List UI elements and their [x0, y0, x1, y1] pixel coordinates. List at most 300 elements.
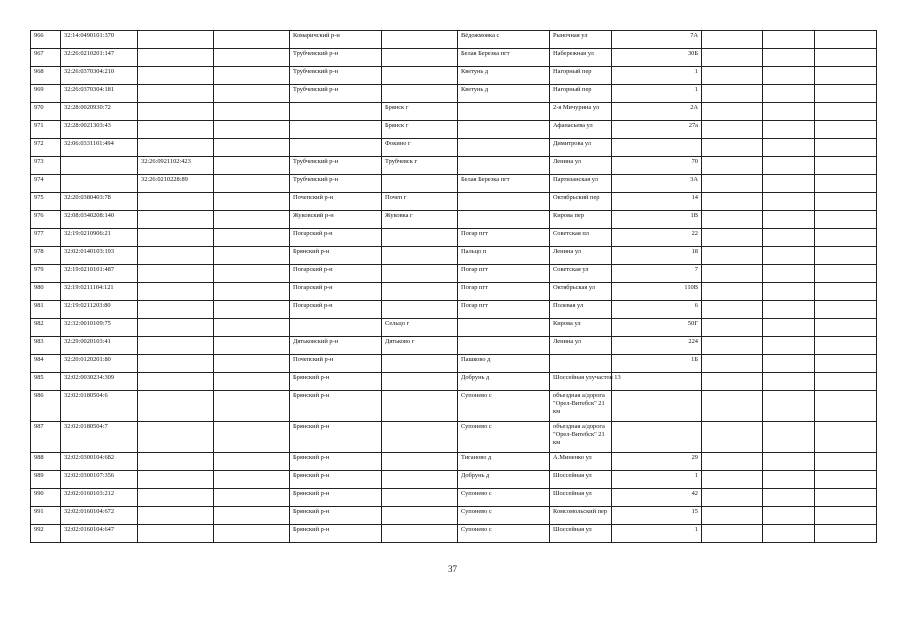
empty-cell — [214, 283, 290, 301]
city-cell: Брянск г — [382, 121, 458, 139]
settlement-cell: Супонево с — [458, 422, 550, 453]
empty-cell — [763, 319, 815, 337]
empty-cell — [702, 175, 763, 193]
cadastral-number-alt-cell — [138, 121, 214, 139]
house-cell: 18 — [612, 247, 702, 265]
empty-cell — [815, 175, 877, 193]
house-cell: 2А — [612, 103, 702, 121]
empty-cell — [702, 193, 763, 211]
street-cell: Полевая ул — [550, 301, 612, 319]
house-cell: 30Б — [612, 49, 702, 67]
cadastral-number-cell — [61, 157, 138, 175]
city-cell — [382, 283, 458, 301]
empty-cell — [214, 391, 290, 422]
settlement-cell: Кветунь д — [458, 85, 550, 103]
settlement-cell: Пашково д — [458, 355, 550, 373]
settlement-cell: Белая Березка пгт — [458, 175, 550, 193]
row-number-cell: 992 — [31, 525, 61, 543]
table-row — [31, 103, 877, 121]
empty-cell — [702, 283, 763, 301]
city-cell — [382, 391, 458, 422]
table-row — [31, 67, 877, 85]
street-cell: Афанасьева ул — [550, 121, 612, 139]
cadastral-number-cell: 32:32:0010109:75 — [61, 319, 138, 337]
empty-cell — [763, 265, 815, 283]
city-cell — [382, 489, 458, 507]
table-row — [31, 373, 877, 391]
empty-cell — [815, 193, 877, 211]
settlement-cell — [458, 193, 550, 211]
cadastral-number-alt-cell: 32:26:0210228:89 — [138, 175, 214, 193]
page-number: 37 — [448, 564, 457, 574]
settlement-cell: Погар пгт — [458, 265, 550, 283]
district-cell: Трубчевский р-н — [290, 85, 382, 103]
empty-cell — [815, 471, 877, 489]
cadastral-number-alt-cell — [138, 453, 214, 471]
empty-cell — [815, 157, 877, 175]
empty-cell — [702, 507, 763, 525]
street-cell: объездная а/дорога "Орел-Витебск" 21 км — [550, 422, 612, 453]
row-number-cell: 973 — [31, 157, 61, 175]
empty-cell — [214, 355, 290, 373]
cadastral-number-cell: 32:02:0030234:309 — [61, 373, 138, 391]
settlement-cell: Супонево с — [458, 525, 550, 543]
empty-cell — [702, 67, 763, 85]
district-cell: Погарский р-н — [290, 283, 382, 301]
row-number-cell: 986 — [31, 391, 61, 422]
settlement-cell — [458, 319, 550, 337]
district-cell: Трубчевский р-н — [290, 49, 382, 67]
street-cell: Шоссейная ул — [550, 525, 612, 543]
table-row — [31, 211, 877, 229]
row-number-cell: 987 — [31, 422, 61, 453]
table-row — [31, 355, 877, 373]
street-cell: Советская ул — [550, 265, 612, 283]
settlement-cell: Кветунь д — [458, 67, 550, 85]
empty-cell — [702, 139, 763, 157]
empty-cell — [702, 355, 763, 373]
empty-cell — [702, 525, 763, 543]
district-cell: Жуковский р-н — [290, 211, 382, 229]
empty-cell — [214, 211, 290, 229]
empty-cell — [702, 489, 763, 507]
empty-cell — [214, 319, 290, 337]
settlement-cell — [458, 211, 550, 229]
empty-cell — [815, 507, 877, 525]
registry-body — [31, 31, 877, 543]
street-cell: Советская пл — [550, 229, 612, 247]
house-cell: 224 — [612, 337, 702, 355]
city-cell — [382, 67, 458, 85]
settlement-cell: Тиганово д — [458, 453, 550, 471]
district-cell — [290, 121, 382, 139]
empty-cell — [214, 489, 290, 507]
street-cell: Кирова пер — [550, 211, 612, 229]
cadastral-number-cell: 32:02:0160104:647 — [61, 525, 138, 543]
empty-cell — [815, 283, 877, 301]
cadastral-number-alt-cell — [138, 355, 214, 373]
settlement-cell — [458, 121, 550, 139]
city-cell — [382, 373, 458, 391]
empty-cell — [815, 301, 877, 319]
table-row — [31, 31, 877, 49]
district-cell: Брянский р-н — [290, 471, 382, 489]
settlement-cell: Погар пгт — [458, 301, 550, 319]
house-cell: 27а — [612, 121, 702, 139]
empty-cell — [763, 211, 815, 229]
street-cell: Ленина ул — [550, 337, 612, 355]
empty-cell — [702, 247, 763, 265]
empty-cell — [214, 247, 290, 265]
street-cell: Рыночная ул — [550, 31, 612, 49]
empty-cell — [763, 175, 815, 193]
empty-cell — [214, 49, 290, 67]
empty-cell — [815, 139, 877, 157]
cadastral-number-alt-cell — [138, 229, 214, 247]
cadastral-number-cell: 32:20:0120201:80 — [61, 355, 138, 373]
empty-cell — [214, 525, 290, 543]
table-row — [31, 489, 877, 507]
house-cell: 29 — [612, 453, 702, 471]
empty-cell — [763, 67, 815, 85]
table-row — [31, 229, 877, 247]
cadastral-number-alt-cell — [138, 193, 214, 211]
cadastral-number-alt-cell — [138, 31, 214, 49]
row-number-cell: 971 — [31, 121, 61, 139]
street-cell — [550, 355, 612, 373]
empty-cell — [702, 157, 763, 175]
street-cell: объездная а/дорога "Орел-Витебск" 21 км — [550, 391, 612, 422]
empty-cell — [702, 265, 763, 283]
cadastral-number-cell: 32:19:0211203:80 — [61, 301, 138, 319]
house-cell: 14 — [612, 193, 702, 211]
empty-cell — [214, 67, 290, 85]
table-row — [31, 471, 877, 489]
settlement-cell: Супонево с — [458, 391, 550, 422]
row-number-cell: 972 — [31, 139, 61, 157]
cadastral-number-cell: 32:02:0300107:356 — [61, 471, 138, 489]
registry-table — [30, 30, 877, 543]
city-cell — [382, 175, 458, 193]
house-cell: 3А — [612, 175, 702, 193]
cadastral-number-alt-cell — [138, 283, 214, 301]
district-cell: Погарский р-н — [290, 301, 382, 319]
city-cell: Брянск г — [382, 103, 458, 121]
street-cell: Октябрьская ул — [550, 283, 612, 301]
house-cell: 110В — [612, 283, 702, 301]
empty-cell — [763, 283, 815, 301]
cadastral-number-cell: 32:28:0020930:72 — [61, 103, 138, 121]
table-row — [31, 175, 877, 193]
empty-cell — [815, 422, 877, 453]
empty-cell — [214, 157, 290, 175]
cadastral-number-alt-cell — [138, 265, 214, 283]
cadastral-number-alt-cell — [138, 489, 214, 507]
cadastral-number-alt-cell — [138, 471, 214, 489]
empty-cell — [214, 301, 290, 319]
empty-cell — [702, 85, 763, 103]
street-cell: Нагорный пер — [550, 67, 612, 85]
empty-cell — [763, 373, 815, 391]
settlement-cell: Добрунь д — [458, 471, 550, 489]
house-cell: 6 — [612, 301, 702, 319]
city-cell — [382, 31, 458, 49]
cadastral-number-cell — [61, 175, 138, 193]
table-row — [31, 85, 877, 103]
city-cell — [382, 422, 458, 453]
empty-cell — [214, 31, 290, 49]
empty-cell — [702, 121, 763, 139]
cadastral-number-cell: 32:14:0490101:370 — [61, 31, 138, 49]
empty-cell — [214, 229, 290, 247]
district-cell: Брянский р-н — [290, 453, 382, 471]
house-cell: 1В — [612, 211, 702, 229]
district-cell: Погарский р-н — [290, 229, 382, 247]
house-cell — [612, 139, 702, 157]
district-cell: Брянский р-н — [290, 507, 382, 525]
district-cell: Дятьковский р-н — [290, 337, 382, 355]
empty-cell — [214, 139, 290, 157]
row-number-cell: 991 — [31, 507, 61, 525]
empty-cell — [763, 31, 815, 49]
cadastral-number-cell: 32:26:0210201:147 — [61, 49, 138, 67]
cadastral-number-alt-cell — [138, 337, 214, 355]
house-cell: 1 — [612, 67, 702, 85]
empty-cell — [815, 453, 877, 471]
settlement-cell: Супонево с — [458, 507, 550, 525]
house-cell: 42 — [612, 489, 702, 507]
street-cell: Кирова ул — [550, 319, 612, 337]
street-cell: Шоссейная улучастов 13 — [550, 373, 612, 391]
row-number-cell: 970 — [31, 103, 61, 121]
settlement-cell — [458, 139, 550, 157]
district-cell: Трубчевский р-н — [290, 67, 382, 85]
table-row — [31, 319, 877, 337]
table-row — [31, 301, 877, 319]
cadastral-number-cell: 32:26:0370304:181 — [61, 85, 138, 103]
empty-cell — [763, 121, 815, 139]
cadastral-number-alt-cell — [138, 373, 214, 391]
empty-cell — [815, 391, 877, 422]
empty-cell — [214, 103, 290, 121]
empty-cell — [702, 422, 763, 453]
table-row — [31, 157, 877, 175]
cadastral-number-cell: 32:19:0210101:487 — [61, 265, 138, 283]
city-cell — [382, 525, 458, 543]
empty-cell — [763, 422, 815, 453]
empty-cell — [214, 453, 290, 471]
settlement-cell: Пальцо п — [458, 247, 550, 265]
empty-cell — [763, 525, 815, 543]
city-cell: Фокино г — [382, 139, 458, 157]
row-number-cell: 975 — [31, 193, 61, 211]
table-row — [31, 247, 877, 265]
row-number-cell: 981 — [31, 301, 61, 319]
street-cell: Октябрьский пер — [550, 193, 612, 211]
cadastral-number-cell: 32:26:0370304:210 — [61, 67, 138, 85]
row-number-cell: 980 — [31, 283, 61, 301]
city-cell: Жуковка г — [382, 211, 458, 229]
district-cell: Комаричский р-н — [290, 31, 382, 49]
empty-cell — [214, 193, 290, 211]
street-cell: А.Миненко ул — [550, 453, 612, 471]
cadastral-number-alt-cell — [138, 247, 214, 265]
empty-cell — [763, 471, 815, 489]
empty-cell — [763, 507, 815, 525]
row-number-cell: 983 — [31, 337, 61, 355]
city-cell: Сельцо г — [382, 319, 458, 337]
empty-cell — [815, 31, 877, 49]
city-cell — [382, 507, 458, 525]
empty-cell — [815, 103, 877, 121]
row-number-cell: 967 — [31, 49, 61, 67]
empty-cell — [763, 337, 815, 355]
empty-cell — [763, 355, 815, 373]
empty-cell — [815, 265, 877, 283]
registry-sheet — [30, 30, 876, 543]
empty-cell — [702, 319, 763, 337]
house-cell: 15 — [612, 507, 702, 525]
city-cell — [382, 229, 458, 247]
street-cell: Набережная ул — [550, 49, 612, 67]
empty-cell — [214, 471, 290, 489]
cadastral-number-cell: 32:06:0331101:494 — [61, 139, 138, 157]
cadastral-number-alt-cell — [138, 49, 214, 67]
settlement-cell — [458, 337, 550, 355]
empty-cell — [214, 337, 290, 355]
street-cell: Шоссейная ул — [550, 471, 612, 489]
city-cell — [382, 471, 458, 489]
cadastral-number-cell: 32:02:0160104:672 — [61, 507, 138, 525]
empty-cell — [815, 337, 877, 355]
district-cell: Брянский р-н — [290, 489, 382, 507]
empty-cell — [763, 301, 815, 319]
house-cell: 50Г — [612, 319, 702, 337]
cadastral-number-alt-cell — [138, 525, 214, 543]
empty-cell — [815, 525, 877, 543]
cadastral-number-alt-cell — [138, 211, 214, 229]
empty-cell — [702, 471, 763, 489]
empty-cell — [815, 319, 877, 337]
empty-cell — [763, 453, 815, 471]
district-cell: Брянский р-н — [290, 525, 382, 543]
house-cell: 70 — [612, 157, 702, 175]
district-cell — [290, 319, 382, 337]
empty-cell — [702, 229, 763, 247]
empty-cell — [702, 103, 763, 121]
district-cell: Почепский р-н — [290, 193, 382, 211]
empty-cell — [214, 265, 290, 283]
empty-cell — [702, 373, 763, 391]
empty-cell — [815, 121, 877, 139]
row-number-cell: 979 — [31, 265, 61, 283]
row-number-cell: 989 — [31, 471, 61, 489]
empty-cell — [763, 49, 815, 67]
table-row — [31, 49, 877, 67]
cadastral-number-cell: 32:02:0140103:193 — [61, 247, 138, 265]
row-number-cell: 988 — [31, 453, 61, 471]
row-number-cell: 984 — [31, 355, 61, 373]
empty-cell — [815, 247, 877, 265]
settlement-cell: Белая Березка пгт — [458, 49, 550, 67]
empty-cell — [702, 211, 763, 229]
settlement-cell: Вёдожмовка с — [458, 31, 550, 49]
street-cell: Партизанская ул — [550, 175, 612, 193]
cadastral-number-cell: 32:28:0021303:43 — [61, 121, 138, 139]
district-cell — [290, 103, 382, 121]
row-number-cell: 976 — [31, 211, 61, 229]
row-number-cell: 968 — [31, 67, 61, 85]
city-cell — [382, 301, 458, 319]
cadastral-number-alt-cell — [138, 319, 214, 337]
city-cell — [382, 247, 458, 265]
row-number-cell: 985 — [31, 373, 61, 391]
row-number-cell: 977 — [31, 229, 61, 247]
row-number-cell: 978 — [31, 247, 61, 265]
empty-cell — [763, 391, 815, 422]
empty-cell — [702, 301, 763, 319]
table-row — [31, 422, 877, 453]
district-cell: Погарский р-н — [290, 265, 382, 283]
empty-cell — [702, 391, 763, 422]
street-cell: 2-я Мичурина ул — [550, 103, 612, 121]
empty-cell — [702, 337, 763, 355]
house-cell: 1 — [612, 525, 702, 543]
table-row — [31, 283, 877, 301]
cadastral-number-cell: 32:02:0300104:682 — [61, 453, 138, 471]
district-cell: Трубчевский р-н — [290, 157, 382, 175]
settlement-cell: Супонево с — [458, 489, 550, 507]
cadastral-number-cell: 32:02:0160103:212 — [61, 489, 138, 507]
empty-cell — [702, 31, 763, 49]
empty-cell — [815, 49, 877, 67]
empty-cell — [702, 49, 763, 67]
empty-cell — [214, 85, 290, 103]
empty-cell — [214, 175, 290, 193]
house-cell: 7 — [612, 265, 702, 283]
city-cell: Почеп г — [382, 193, 458, 211]
table-row — [31, 193, 877, 211]
city-cell — [382, 355, 458, 373]
street-cell: Комсомольский пер — [550, 507, 612, 525]
table-row — [31, 139, 877, 157]
street-cell: Димитрова ул — [550, 139, 612, 157]
street-cell: Нагорный пер — [550, 85, 612, 103]
house-cell: 1 — [612, 85, 702, 103]
empty-cell — [763, 247, 815, 265]
city-cell — [382, 265, 458, 283]
settlement-cell: Погар пгт — [458, 283, 550, 301]
empty-cell — [815, 373, 877, 391]
cadastral-number-alt-cell — [138, 391, 214, 422]
house-cell: 7А — [612, 31, 702, 49]
cadastral-number-alt-cell — [138, 301, 214, 319]
cadastral-number-alt-cell — [138, 422, 214, 453]
house-cell: 1Б — [612, 355, 702, 373]
empty-cell — [815, 355, 877, 373]
empty-cell — [763, 157, 815, 175]
street-cell: Ленина ул — [550, 157, 612, 175]
cadastral-number-alt-cell — [138, 103, 214, 121]
row-number-cell: 966 — [31, 31, 61, 49]
cadastral-number-alt-cell — [138, 139, 214, 157]
empty-cell — [214, 373, 290, 391]
cadastral-number-cell: 32:19:0210906:21 — [61, 229, 138, 247]
district-cell: Брянский р-н — [290, 247, 382, 265]
street-cell: Ленина ул — [550, 247, 612, 265]
cadastral-number-alt-cell: 32:26:0921102:423 — [138, 157, 214, 175]
empty-cell — [763, 193, 815, 211]
